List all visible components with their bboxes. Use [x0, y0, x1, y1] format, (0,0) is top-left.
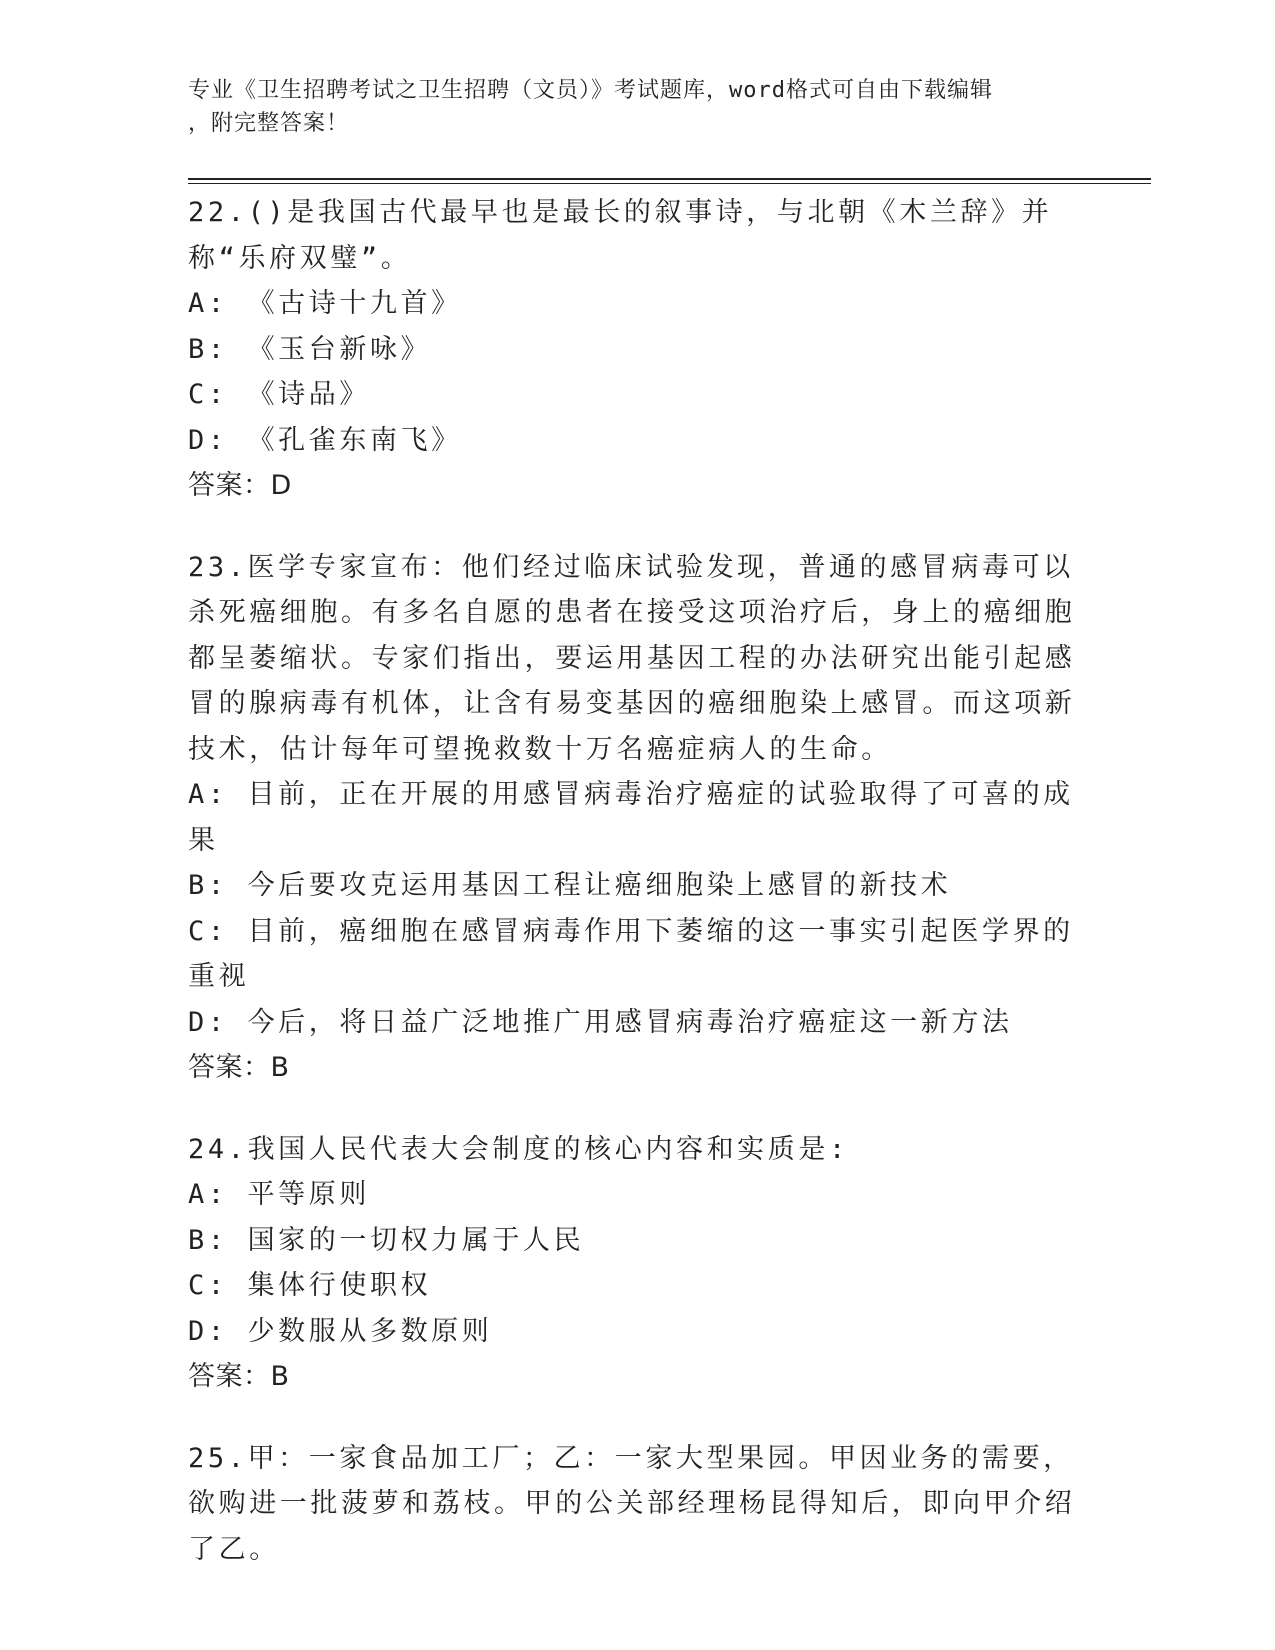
option-a: A: 《古诗十九首》 — [188, 288, 462, 319]
question-list — [188, 190, 1088, 1608]
header-divider-thin — [188, 183, 1151, 184]
answer-line: 答案：B — [188, 1361, 290, 1392]
question-22 — [188, 190, 1088, 509]
option-c: C: 集体行使职权 — [188, 1270, 432, 1301]
option-b: B: 《玉台新咏》 — [188, 333, 432, 365]
header-divider-thick — [188, 178, 1151, 180]
option-b: B: 国家的一切权力属于人民 — [188, 1224, 585, 1256]
question-23 — [188, 545, 1088, 1091]
answer-line: 答案：B — [188, 1052, 290, 1083]
question-text: 23.医学专家宣布：他们经过临床试验发现，普通的感冒病毒可以杀死癌细胞。有多名自愿的患者在接受这项治疗后，身上的癌细胞都呈萎缩状。专家们指出，要运用基因工程的办法研究出能引起感冒的腺病毒有机体，让含有易变基因的癌细胞染上感冒。而这项新技术，估计每年可望挽救数十万名癌症病人的生命。 — [188, 551, 1076, 765]
option-a: A: 平等原则 — [188, 1179, 370, 1210]
answer-line: 答案：D — [188, 470, 292, 501]
option-d: D: 少数服从多数原则 — [188, 1315, 493, 1347]
option-d: D: 今后，将日益广泛地推广用感冒病毒治疗癌症这一新方法 — [188, 1006, 1013, 1038]
option-b: B: 今后要攻克运用基因工程让癌细胞染上感冒的新技术 — [188, 870, 952, 901]
question-text: 25.甲：一家食品加工厂；乙：一家大型果园。甲因业务的需要，欲购进一批菠萝和荔枝。甲的公关部经理杨昆得知后，即向甲介绍了乙。 — [188, 1442, 1076, 1565]
question-text: 24.我国人民代表大会制度的核心内容和实质是: — [188, 1133, 849, 1165]
question-24 — [188, 1127, 1088, 1400]
header-line-1: 专业《卫生招聘考试之卫生招聘（文员）》考试题库，word格式可自由下载编辑 — [188, 78, 993, 103]
question-text: 22.()是我国古代最早也是最长的叙事诗，与北朝《木兰辞》并称“乐府双璧”。 — [188, 197, 1053, 274]
option-d: D: 《孔雀东南飞》 — [188, 424, 462, 456]
document-header — [188, 74, 1068, 140]
option-a: A: 目前，正在开展的用感冒病毒治疗癌症的试验取得了可喜的成果 — [188, 779, 1074, 856]
option-c: C: 《诗品》 — [188, 379, 370, 410]
question-25 — [188, 1436, 1088, 1573]
option-c: C: 目前，癌细胞在感冒病毒作用下萎缩的这一事实引起医学界的重视 — [188, 915, 1074, 992]
header-line-2: ，附完整答案！ — [188, 111, 350, 136]
